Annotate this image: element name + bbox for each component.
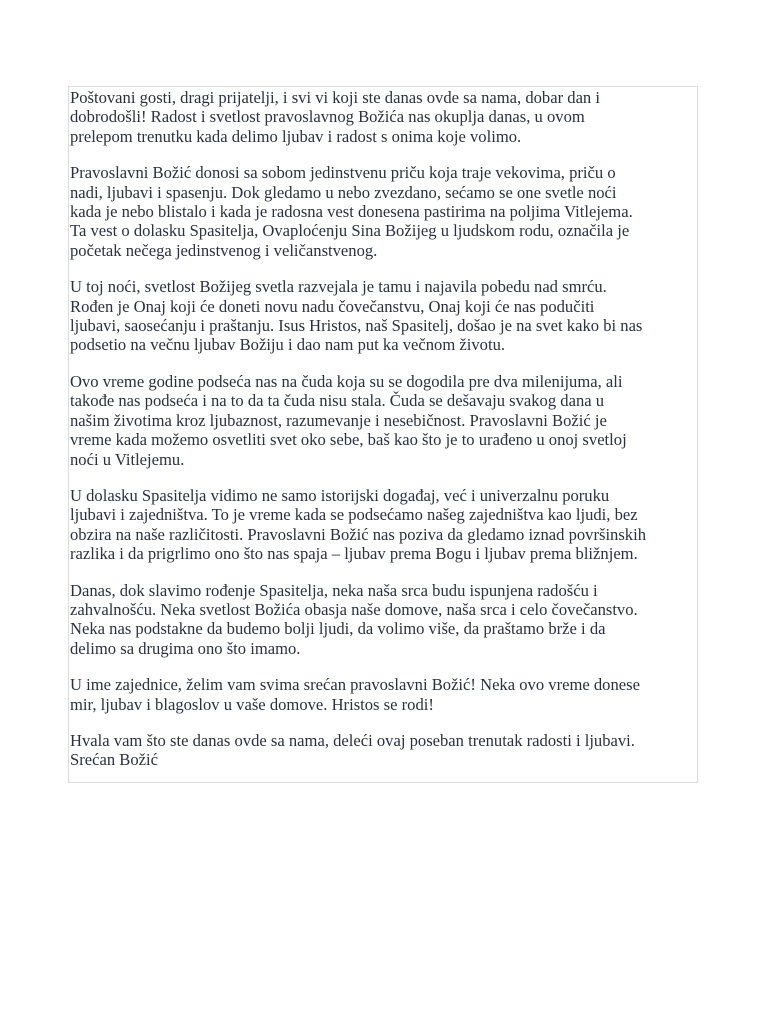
- paragraph-wishes: U ime zajednice, želim vam svima srećan pravoslavni Božić! Neka ovo vreme donese mir, ljubav i blagoslov u vaše domove. Hristos se rodi!: [70, 675, 640, 714]
- paragraph-miracles: Ovo vreme godine podseća nas na čuda koja su se dogodila pre dva milenijuma, ali takođe nas podseća i na to da ta čuda nisu stala. Čuda se dešavaju svakog dana u našim životima kroz ljubaznost, razumevanje i nesebičnost. Pravoslavni Božić je vreme kada možemo osvetliti svet oko sebe, baš kao što je to urađeno u onoj svetloj noći u Vitlejemu.: [70, 371, 627, 469]
- paragraph-story: Pravoslavni Božić donosi sa sobom jedinstvenu priču koja traje vekovima, priču o nadi, ljubavi i spasenju. Dok gledamo u nebo zvezdano, sećamo se one svetle noći kada je nebo blistalo i kada je radosna vest donesena pastirima na poljima Vitlejema. Ta vest o dolasku Spasitelja, Ovaploćenju Sina Božijeg u ljudskom rodu, označila je početak nečega jedinstvenog i veličanstvenog.: [70, 163, 633, 260]
- paragraph-closing: Hvala vam što ste danas ovde sa nama, deleći ovaj poseban trenutak radosti i ljubavi. Srećan Božić: [70, 730, 635, 770]
- paragraph-celebration: Danas, dok slavimo rođenje Spasitelja, neka naša srca budu ispunjena radošću i zahvalnošću. Neka svetlost Božića obasja naše domove, naša srca i celo čovečanstvo. Neka nas podstakne da budemo bolji ljudi, da volimo više, da praštamo brže i da delimo sa drugima ono što imamo.: [70, 580, 638, 658]
- paragraph-unity: U dolasku Spasitelja vidimo ne samo istorijski događaj, već i univerzalnu poruku ljubavi i zajedništva. To je vreme kada se podsećamo našeg zajedništva kao ljudi, bez obzira na naše različitosti. Pravoslavni Božić nas poziva da gledamo iznad površinskih razlika i da prigrlimo ono što nas spaja – ljubav prema Bogu i ljubav prema bližnjem.: [70, 485, 647, 564]
- paragraph-night: U toj noći, svetlost Božijeg svetla razvejala je tamu i najavila pobedu nad smrću. Rođen je Onaj koji će doneti novu nadu čovečanstvu, Onaj koji će nas podučiti ljubavi, saosećanju i praštanju. Isus Hristos, naš Spasitelj, došao je na svet kako bi nas podsetio na večnu ljubav Božiju i dao nam put ka večnom životu.: [70, 277, 643, 355]
- text-frame: [68, 86, 698, 783]
- paragraph-greeting: Poštovani gosti, dragi prijatelji, i svi vi koji ste danas ovde sa nama, dobar dan i dobrodošli! Radost i svetlost pravoslavnog Božića nas okuplja danas, u ovom prelepom trenutku kada delimo ljubav i radost s onima koje volimo.: [70, 88, 600, 146]
